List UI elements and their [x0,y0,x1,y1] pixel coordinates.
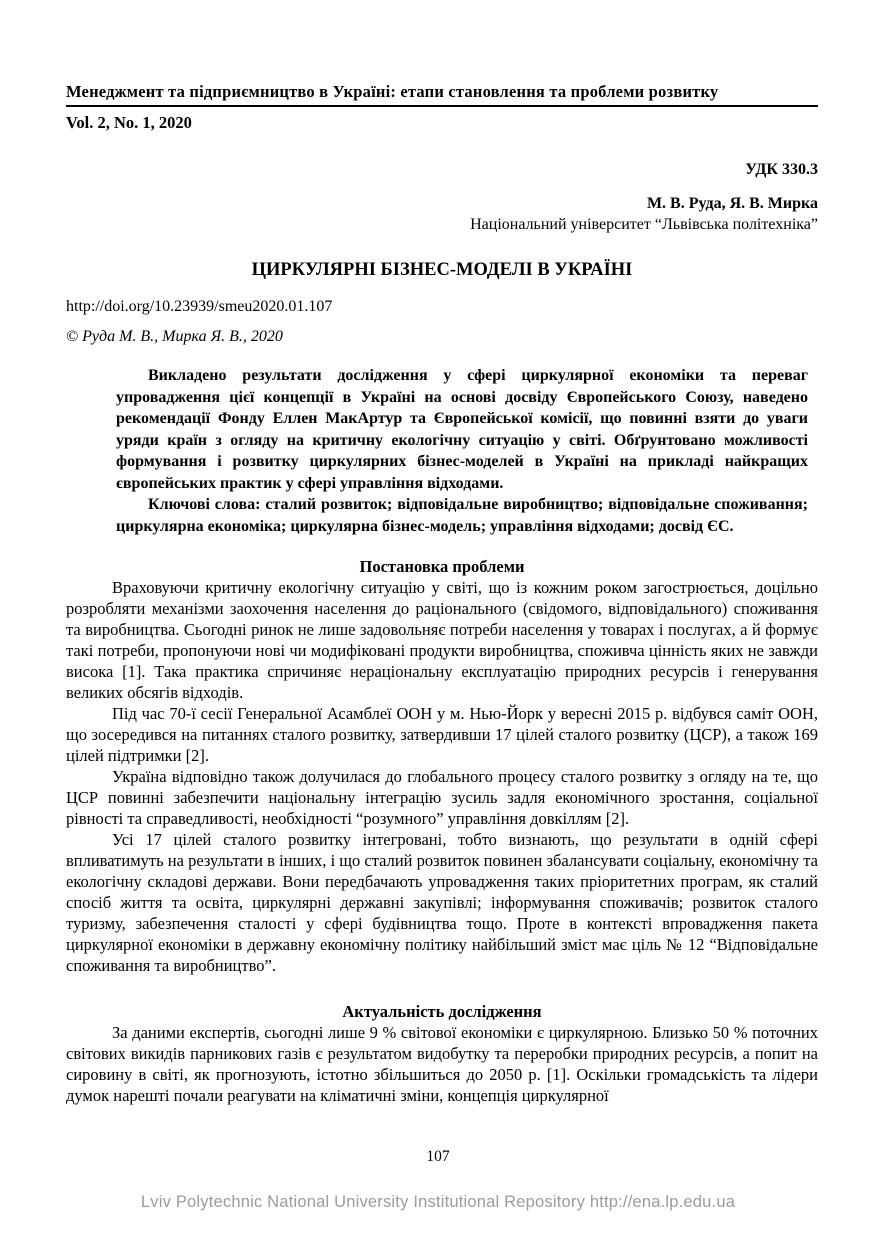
doi-link: http://doi.org/10.23939/smeu2020.01.107 [66,298,333,315]
article-title: ЦИРКУЛЯРНІ БІЗНЕС-МОДЕЛІ В УКРАЇНІ [251,260,633,280]
journal-title: Менеджмент та підприємництво в Україні: етапи становлення та проблеми розвитку [66,82,719,101]
keywords-text: Ключові слова: сталий розвиток; відповідальне виробництво; відповідальне споживання; циркулярна економіка; циркулярна бізнес-модель; управління відходами; досвід ЄС. [116,496,808,535]
journal-header [66,82,818,107]
page-number: 107 [426,1148,450,1165]
paragraph: Усі 17 цілей сталого розвитку інтегровані, тобто визнають, що результати в одній сфері впливатимуть на результати в інших, і що сталий розвиток повинен збалансувати соціальну, економічну та екологічну складові держави. Вони передбачають упровадження таких пріоритетних програм, як сталий спосіб життя та освіта, циркулярні державні закупівлі; інформування споживачів; розвиток сталого туризму, забезпечення сталості у сфері будівництва тощо. Проте в контексті впровадження пакета циркулярної економіки в державну економічну політику найбільший зміст має ціль № 12 “Відповідальне споживання та виробництво”. [66,830,818,975]
section-heading-problem-statement: Постановка проблеми [359,557,525,576]
copyright-line: © Руда М. В., Мирка Я. В., 2020 [66,328,283,345]
paragraph: Під час 70-ї сесії Генеральної Асамблеї ООН у м. Нью-Йорк у вересні 2015 р. відбувся саміт ООН, що зосередився на питаннях сталого розвитку, затвердивши 17 цілей сталого розвитку (ЦСР), а також 169 цілей підтримки [2]. [66,704,818,765]
affiliation-line: Національний університет “Львівська політехніка” [470,216,818,233]
authors-line: М. В. Руда, Я. В. Мирка [646,195,818,212]
paragraph: Враховуючи критичну екологічну ситуацію у світі, що із кожним роком загострюється, доцільно розробляти механізми заохочення населення до раціонального (свідомого, відповідального) споживання та виробництва. Сьогодні ринок не лише задовольняє потреби населення у товарах і послугах, а й формує такі потреби, пропонуючи нові чи модифіковані продукти виробництва, споживча цінність яких не завжди висока [1]. Така практика спричиняє нераціональну експлуатацію природних ресурсів і генерування великих обсягів відходів. [66,578,818,702]
section-heading-research-relevance: Актуальність дослідження [342,1002,542,1021]
abstract-text: Викладено результати дослідження у сфері циркулярної економіки та переваг упровадження цієї концепції в Україні на основі досвіду Європейського Союзу, наведено рекомендації Фонду Еллен МакАртур та Європейської комісії, що повинні взяти до уваги уряди країн з огляду на критичну екологічну ситуацію у світі. Обґрунтовано можливості формування і розвитку циркулярних бізнес-моделей в Україні на прикладі найкращих європейських практик у сфері управління відходами. [116,367,808,492]
volume-issue-line: Vol. 2, No. 1, 2020 [66,113,192,132]
paragraph: За даними експертів, сьогодні лише 9 % світової економіки є циркулярною. Близько 50 % поточних світових викидів парникових газів є результатом видобутку та переробки природних ресурсів, а попит на сировину в світі, як прогнозують, істотно збільшиться до 2050 р. [1]. Оскільки громадськість та лідери думок нарешті почали реагувати на кліматичні зміни, концепція циркулярної [66,1023,818,1105]
repository-stamp: Lviv Polytechnic National University Institutional Repository http://ena.lp.edu.ua [140,1193,736,1211]
paragraph: Україна відповідно також долучилася до глобального процесу сталого розвитку з огляду на те, що ЦСР повинні забезпечити національну інтеграцію зусиль задля економічного зростання, соціальної рівності та справедливості, необхідності “розумного” управління довкіллям [2]. [66,767,818,828]
udc-code: УДК 330.3 [745,161,818,178]
